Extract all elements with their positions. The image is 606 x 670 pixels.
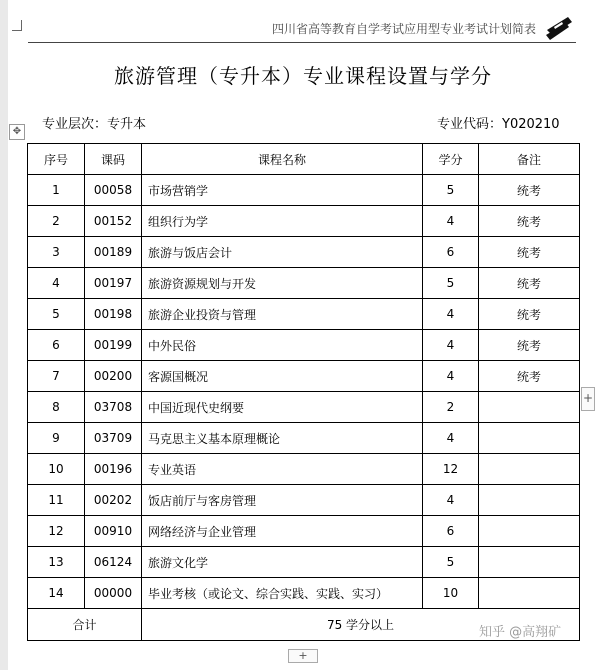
row-code: 03708 <box>85 392 142 423</box>
row-note: 统考 <box>479 237 580 268</box>
row-index: 8 <box>28 392 85 423</box>
row-note <box>479 485 580 516</box>
header-course-name: 课程名称 <box>142 144 423 175</box>
row-code: 00152 <box>85 206 142 237</box>
row-credits: 5 <box>423 175 479 206</box>
table-row <box>28 237 580 268</box>
row-name: 旅游资源规划与开发 <box>142 268 423 299</box>
row-name: 市场营销学 <box>142 175 423 206</box>
row-name: 旅游企业投资与管理 <box>142 299 423 330</box>
program-code: 专业代码：Y020210 <box>437 117 560 132</box>
row-code: 06124 <box>85 547 142 578</box>
row-name: 客源国概况 <box>142 361 423 392</box>
watermark-text: 知乎 @高翔矿 <box>479 625 562 640</box>
row-credits: 2 <box>423 392 479 423</box>
row-note <box>479 392 580 423</box>
row-index: 6 <box>28 330 85 361</box>
row-index: 7 <box>28 361 85 392</box>
table-row <box>28 454 580 485</box>
row-credits: 4 <box>423 423 479 454</box>
table-row <box>28 361 580 392</box>
header-credits: 学分 <box>423 144 479 175</box>
row-index: 12 <box>28 516 85 547</box>
table-row <box>28 206 580 237</box>
row-credits: 5 <box>423 268 479 299</box>
table-row <box>28 516 580 547</box>
row-note: 统考 <box>479 330 580 361</box>
margin-corner-mark-vertical <box>21 20 22 31</box>
row-credits: 4 <box>423 361 479 392</box>
row-note: 统考 <box>479 206 580 237</box>
row-code: 00189 <box>85 237 142 268</box>
table-row <box>28 547 580 578</box>
table-row <box>28 299 580 330</box>
row-credits: 12 <box>423 454 479 485</box>
row-index: 4 <box>28 268 85 299</box>
page-title: 旅游管理（专升本）专业课程设置与学分 <box>114 64 492 88</box>
table-move-handle-icon[interactable]: ✥ <box>9 124 25 140</box>
row-index: 2 <box>28 206 85 237</box>
row-name: 组织行为学 <box>142 206 423 237</box>
header-course-code: 课码 <box>85 144 142 175</box>
row-code: 00196 <box>85 454 142 485</box>
row-note <box>479 516 580 547</box>
row-name: 中外民俗 <box>142 330 423 361</box>
row-note: 统考 <box>479 175 580 206</box>
row-note <box>479 547 580 578</box>
page-edge <box>0 0 8 670</box>
row-index: 1 <box>28 175 85 206</box>
row-name: 网络经济与企业管理 <box>142 516 423 547</box>
row-credits: 4 <box>423 485 479 516</box>
book-logo-icon <box>544 14 574 42</box>
table-row <box>28 175 580 206</box>
row-index: 10 <box>28 454 85 485</box>
row-code: 03709 <box>85 423 142 454</box>
table-row <box>28 330 580 361</box>
row-note <box>479 454 580 485</box>
row-index: 5 <box>28 299 85 330</box>
row-code: 00000 <box>85 578 142 609</box>
table-row <box>28 268 580 299</box>
row-name: 中国近现代史纲要 <box>142 392 423 423</box>
header-title: 四川省高等教育自学考试应用型专业考试计划简表 <box>271 22 536 36</box>
row-code: 00200 <box>85 361 142 392</box>
row-index: 9 <box>28 423 85 454</box>
row-name: 旅游与饭店会计 <box>142 237 423 268</box>
row-credits: 6 <box>423 237 479 268</box>
table-row <box>28 423 580 454</box>
row-index: 3 <box>28 237 85 268</box>
document-header <box>28 14 576 43</box>
table-header-row <box>28 144 580 175</box>
row-code: 00910 <box>85 516 142 547</box>
row-name: 旅游文化学 <box>142 547 423 578</box>
row-index: 11 <box>28 485 85 516</box>
row-index: 14 <box>28 578 85 609</box>
table-row <box>28 578 580 609</box>
total-value: 75 学分以上 <box>142 609 580 641</box>
program-level: 专业层次：专升本 <box>42 117 147 132</box>
add-column-button[interactable]: + <box>581 387 595 411</box>
total-label: 合计 <box>28 609 142 641</box>
row-name: 专业英语 <box>142 454 423 485</box>
row-code: 00202 <box>85 485 142 516</box>
course-table <box>27 143 580 641</box>
row-note: 统考 <box>479 299 580 330</box>
row-code: 00199 <box>85 330 142 361</box>
header-note: 备注 <box>479 144 580 175</box>
row-code: 00197 <box>85 268 142 299</box>
row-note: 统考 <box>479 361 580 392</box>
table-row <box>28 485 580 516</box>
row-code: 00198 <box>85 299 142 330</box>
row-note <box>479 578 580 609</box>
row-name: 毕业考核（或论文、综合实践、实践、实习） <box>142 578 423 609</box>
row-credits: 4 <box>423 330 479 361</box>
row-note <box>479 423 580 454</box>
header-index: 序号 <box>28 144 85 175</box>
row-index: 13 <box>28 547 85 578</box>
table-row <box>28 392 580 423</box>
row-credits: 6 <box>423 516 479 547</box>
row-note: 统考 <box>479 268 580 299</box>
row-credits: 10 <box>423 578 479 609</box>
row-name: 马克思主义基本原理概论 <box>142 423 423 454</box>
row-name: 饭店前厅与客房管理 <box>142 485 423 516</box>
row-credits: 5 <box>423 547 479 578</box>
row-code: 00058 <box>85 175 142 206</box>
add-row-button[interactable]: + <box>288 649 318 663</box>
row-credits: 4 <box>423 299 479 330</box>
row-credits: 4 <box>423 206 479 237</box>
